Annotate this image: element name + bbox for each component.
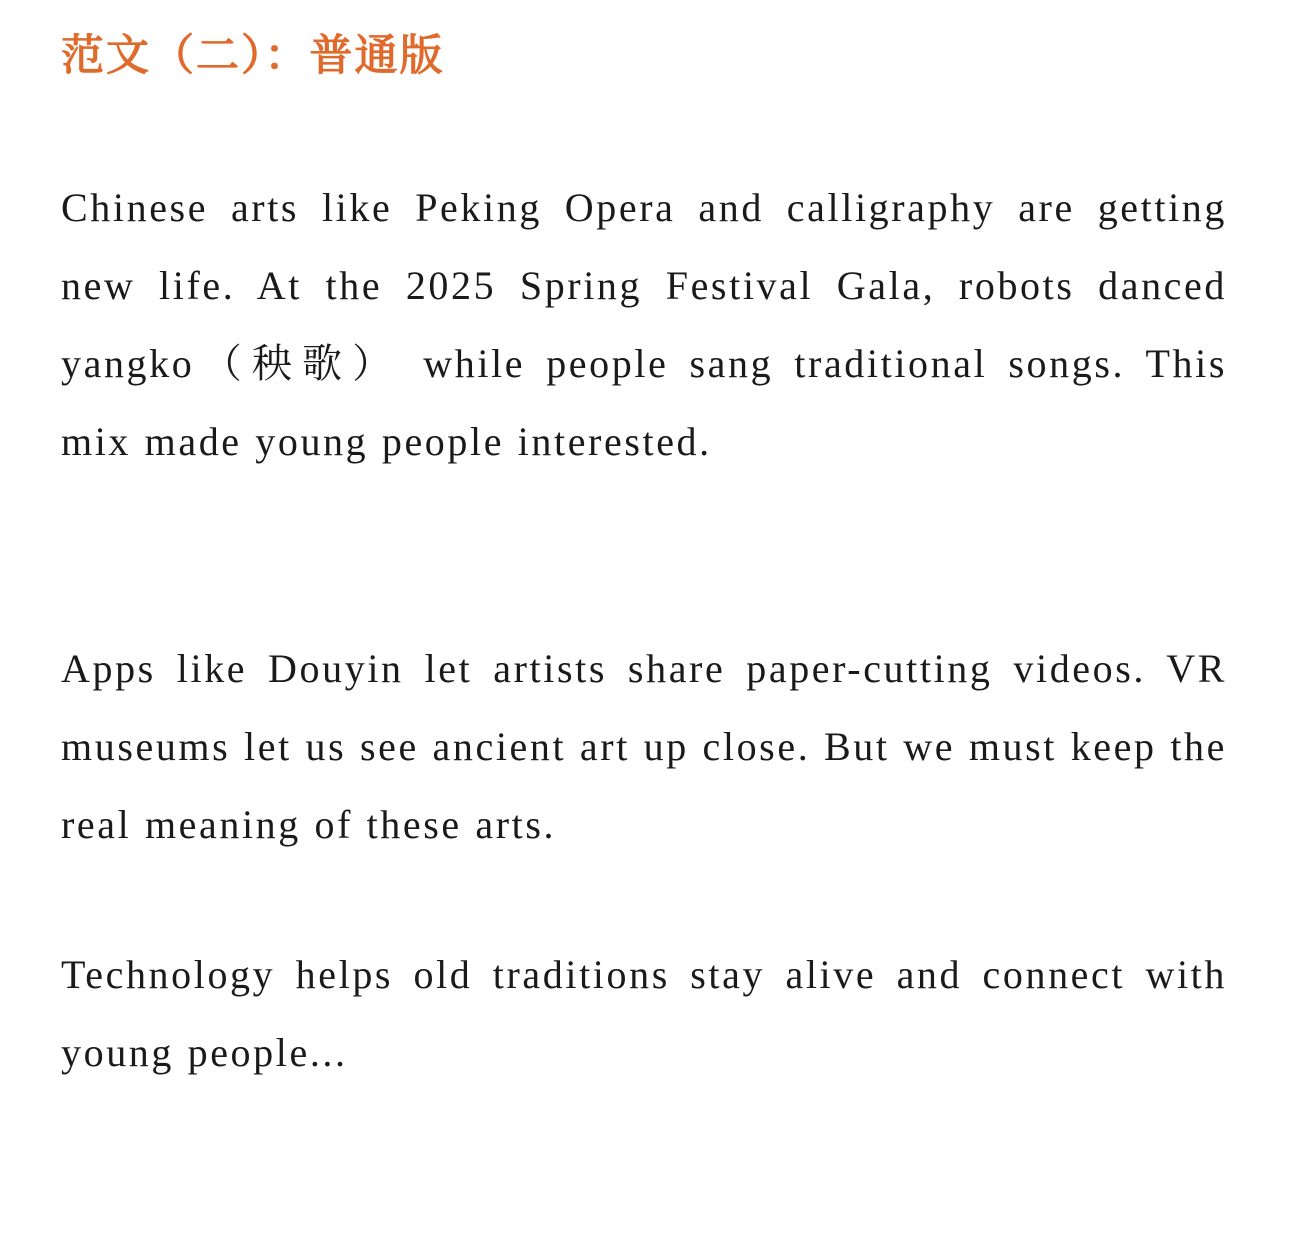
paragraph-2: Apps like Douyin let artists share paper-cutting videos. VR museums let us see ancient art up close. But we must keep the real meaning of these arts. <box>61 646 1227 847</box>
essay-heading: 范文（二）：普通版 <box>61 31 445 81</box>
paragraph-3: Technology helps old traditions stay alive and connect with young people... <box>61 952 1227 1075</box>
paragraph-1: Chinese arts like Peking Opera and calligraphy are getting new life. At the 2025 Spring Festival Gala, robots danced yangko（秧歌） while people sang traditional songs. This mix made young people interested. <box>61 185 1227 464</box>
